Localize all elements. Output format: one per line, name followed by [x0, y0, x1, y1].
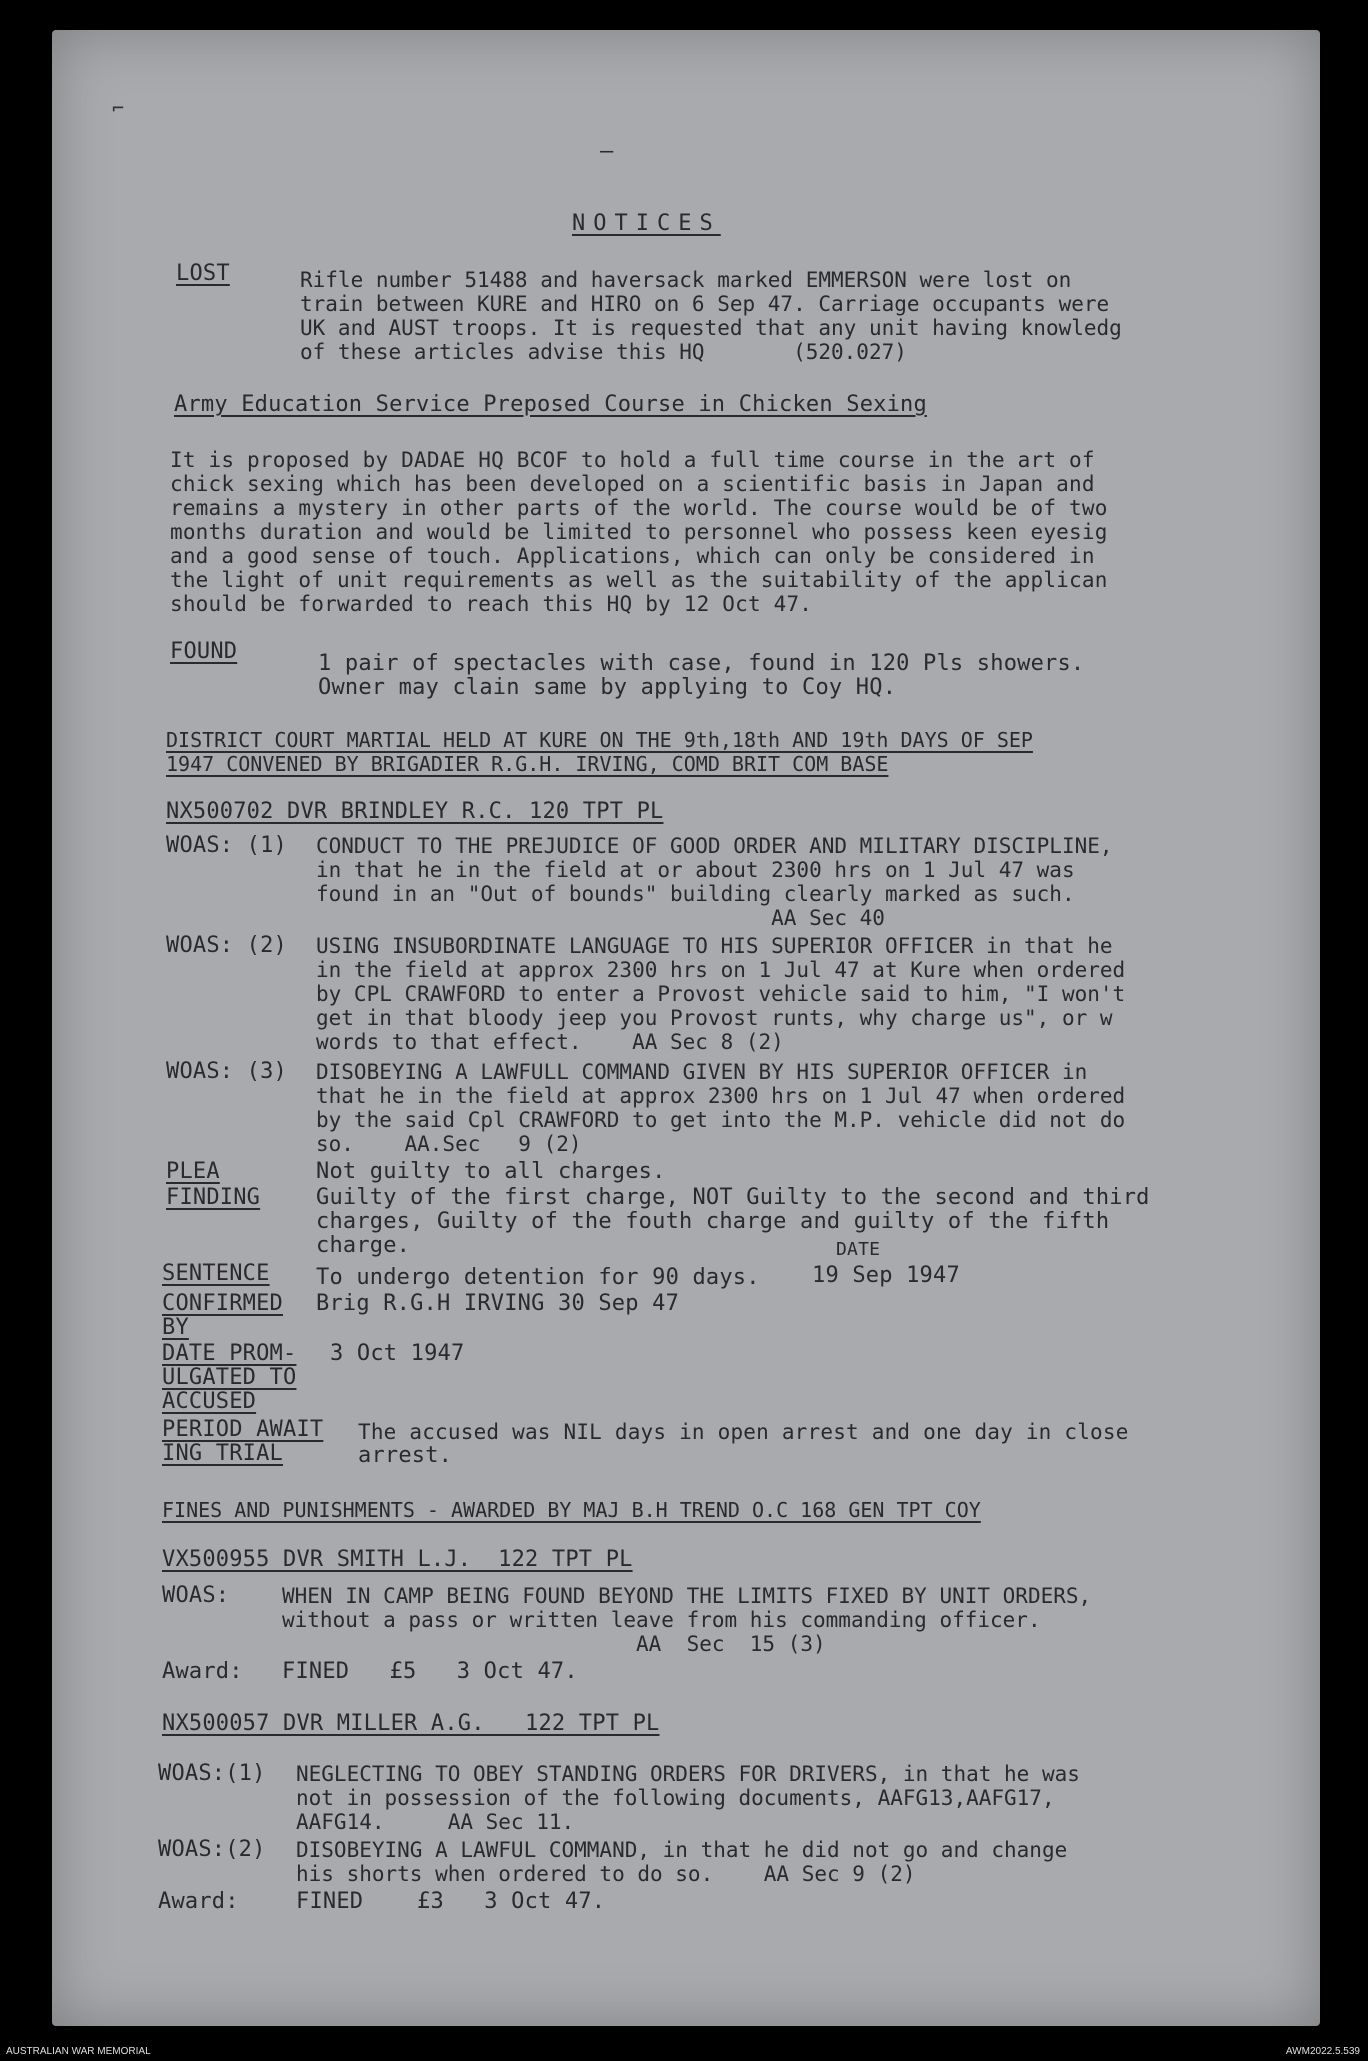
- finding-label: FINDING: [166, 1185, 261, 1210]
- charge-3-line-2: that he in the field at approx 2300 hrs on 1 Jul 47 when ordered: [316, 1084, 1126, 1108]
- dcm-accused: NX500702 DVR BRINDLEY R.C. 120 TPT PL: [166, 799, 664, 824]
- page-corner-mark: ⌐: [112, 96, 125, 120]
- aes-line-1: It is proposed by DADAE HQ BCOF to hold a full time course in the art of: [170, 448, 1095, 472]
- fine-2-charge-1-label: WOAS:(1): [158, 1761, 266, 1786]
- promulgated-date: 3 Oct 1947: [330, 1341, 465, 1366]
- confirmed-label: CONFIRMED: [162, 1291, 284, 1316]
- aes-line-6: the light of unit requirements as well as the suitability of the applican: [170, 568, 1108, 592]
- dcm-title-line-2: 1947 CONVENED BY BRIGADIER R.G.H. IRVING, COMD BRIT COM BASE: [166, 752, 889, 776]
- finding-line-1: Guilty of the first charge, NOT Guilty to the second and third: [316, 1185, 1150, 1210]
- lost-line-1: Rifle number 51488 and haversack marked EMMERSON were lost on: [300, 268, 1072, 292]
- charge-2-line-5: words to that effect. AA Sec 8 (2): [316, 1030, 784, 1054]
- fine-1-charge-label: WOAS:: [162, 1583, 230, 1608]
- lost-line-4: of these articles advise this HQ (520.027): [300, 340, 907, 364]
- aes-title: Army Education Service Preposed Course in Chicken Sexing: [174, 392, 927, 417]
- promulgated-label-3: ACCUSED: [162, 1389, 257, 1414]
- fine-2-award: FINED £3 3 Oct 47.: [296, 1889, 606, 1914]
- fine-2-charge-2-label: WOAS:(2): [158, 1837, 266, 1862]
- fine-1-charge-line-1: WHEN IN CAMP BEING FOUND BEYOND THE LIMITS FIXED BY UNIT ORDERS,: [282, 1584, 1092, 1608]
- charge-2-line-3: by CPL CRAWFORD to enter a Provost vehicle said to him, "I won't: [316, 982, 1126, 1006]
- charge-2-line-2: in the field at approx 2300 hrs on 1 Jul 47 at Kure when ordered: [316, 958, 1126, 982]
- date-label: DATE: [836, 1239, 881, 1260]
- finding-line-3: charge.: [316, 1233, 411, 1258]
- aes-line-2: chick sexing which has been developed on a scientific basis in Japan and: [170, 472, 1095, 496]
- charge-3-line-1: DISOBEYING A LAWFULL COMMAND GIVEN BY HIS SUPERIOR OFFICER in: [316, 1060, 1088, 1084]
- lost-line-2: train between KURE and HIRO on 6 Sep 47. Carriage occupants were: [300, 292, 1110, 316]
- period-label-1: PERIOD AWAIT: [162, 1417, 324, 1442]
- fine-2-accused: NX500057 DVR MILLER A.G. 122 TPT PL: [162, 1711, 660, 1736]
- plea-text: Not guilty to all charges.: [316, 1159, 666, 1184]
- fine-1-charge-line-2: without a pass or written leave from his commanding officer.: [282, 1608, 1041, 1632]
- fine-1-award: FINED £5 3 Oct 47.: [282, 1659, 578, 1684]
- found-line-1: 1 pair of spectacles with case, found in 120 Pls showers.: [318, 651, 1085, 676]
- notices-heading: NOTICES: [572, 211, 721, 236]
- period-line-2: arrest.: [358, 1443, 453, 1468]
- sentence-text: To undergo detention for 90 days.: [316, 1265, 760, 1290]
- fine-1-award-label: Award:: [162, 1659, 243, 1684]
- charge-2-label: WOAS: (2): [166, 933, 288, 958]
- footer-archive-name: AUSTRALIAN WAR MEMORIAL: [6, 2046, 151, 2057]
- fine-2-charge-1-line-2: not in possession of the following documents, AAFG13,AAFG17,: [296, 1786, 1055, 1810]
- confirmed-text: Brig R.G.H IRVING 30 Sep 47: [316, 1291, 680, 1316]
- fine-2-charge-1-line-1: NEGLECTING TO OBEY STANDING ORDERS FOR DRIVERS, in that he was: [296, 1762, 1080, 1786]
- sentence-date: 19 Sep 1947: [812, 1263, 960, 1288]
- charge-2-line-4: get in that bloody jeep you Provost runts, why charge us", or w: [316, 1006, 1113, 1030]
- found-label: FOUND: [170, 639, 238, 664]
- found-line-2: Owner may clain same by applying to Coy HQ.: [318, 675, 897, 700]
- promulgated-label-1: DATE PROM-: [162, 1341, 297, 1366]
- fine-2-charge-2-line-2: his shorts when ordered to do so. AA Sec 9 (2): [296, 1862, 916, 1886]
- finding-line-2: charges, Guilty of the fouth charge and guilty of the fifth: [316, 1209, 1110, 1234]
- charge-1-label: WOAS: (1): [166, 833, 288, 858]
- dcm-title-line-1: DISTRICT COURT MARTIAL HELD AT KURE ON THE 9th,18th AND 19th DAYS OF SEP: [166, 728, 1033, 752]
- page-mark: —: [600, 139, 614, 164]
- sentence-label: SENTENCE: [162, 1261, 270, 1286]
- period-label-2: ING TRIAL: [162, 1441, 284, 1466]
- footer-record-id: AWM2022.5.539: [1285, 2046, 1360, 2057]
- charge-3-label: WOAS: (3): [166, 1059, 288, 1084]
- fines-title: FINES AND PUNISHMENTS - AWARDED BY MAJ B.H TREND O.C 168 GEN TPT COY: [162, 1498, 981, 1522]
- period-line-1: The accused was NIL days in open arrest and one day in close: [358, 1420, 1129, 1444]
- charge-3-line-4: so. AA.Sec 9 (2): [316, 1132, 582, 1156]
- charge-1-line-2: in that he in the field at or about 2300 hrs on 1 Jul 47 was: [316, 858, 1075, 882]
- fine-1-accused: VX500955 DVR SMITH L.J. 122 TPT PL: [162, 1547, 633, 1572]
- fine-2-award-label: Award:: [158, 1889, 239, 1914]
- promulgated-label-2: ULGATED TO: [162, 1365, 297, 1390]
- aes-line-5: and a good sense of touch. Applications, which can only be considered in: [170, 544, 1095, 568]
- charge-1-line-4: AA Sec 40: [316, 906, 885, 930]
- fine-1-charge-line-3: AA Sec 15 (3): [282, 1632, 826, 1656]
- aes-line-7: should be forwarded to reach this HQ by 12 Oct 47.: [170, 592, 813, 616]
- fine-2-charge-1-line-3: AAFG14. AA Sec 11.: [296, 1810, 575, 1834]
- charge-3-line-3: by the said Cpl CRAWFORD to get into the M.P. vehicle did not do: [316, 1108, 1126, 1132]
- lost-line-3: UK and AUST troops. It is requested that any unit having knowledg: [300, 316, 1122, 340]
- aes-line-3: remains a mystery in other parts of the world. The course would be of two: [170, 496, 1108, 520]
- charge-1-line-1: CONDUCT TO THE PREJUDICE OF GOOD ORDER AND MILITARY DISCIPLINE,: [316, 834, 1113, 858]
- confirmed-by-label: BY: [162, 1315, 189, 1340]
- plea-label: PLEA: [166, 1159, 220, 1184]
- lost-label: LOST: [176, 261, 230, 286]
- charge-2-line-1: USING INSUBORDINATE LANGUAGE TO HIS SUPERIOR OFFICER in that he: [316, 934, 1113, 958]
- aes-line-4: months duration and would be limited to personnel who possess keen eyesig: [170, 520, 1108, 544]
- charge-1-line-3: found in an "Out of bounds" building clearly marked as such.: [316, 882, 1075, 906]
- fine-2-charge-2-line-1: DISOBEYING A LAWFUL COMMAND, in that he did not go and change: [296, 1838, 1068, 1862]
